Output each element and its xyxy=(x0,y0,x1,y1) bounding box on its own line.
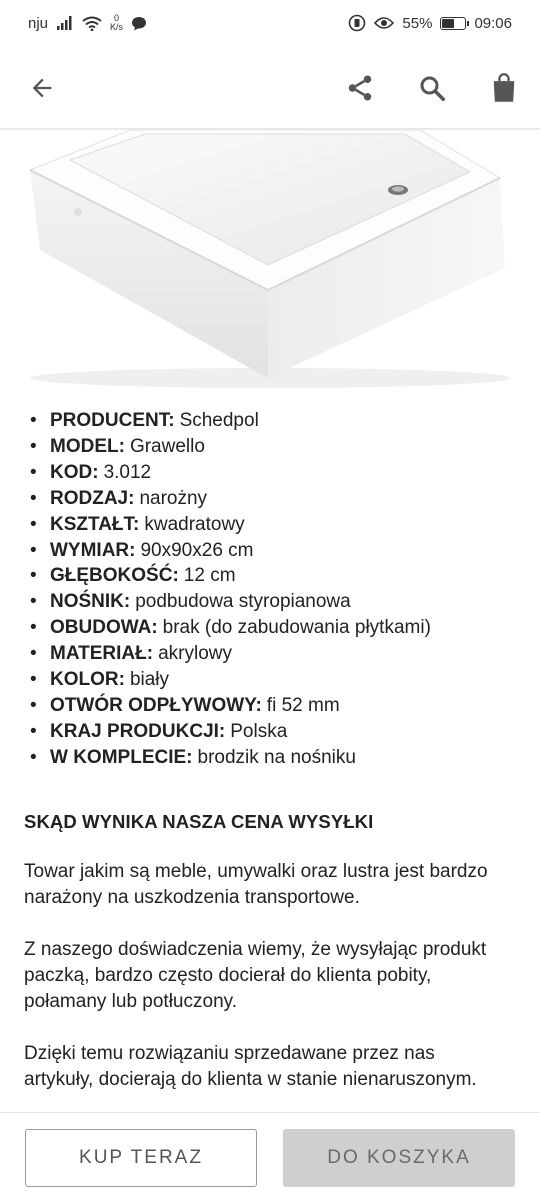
bullet: • xyxy=(30,643,37,665)
bullet: • xyxy=(30,461,37,483)
spec-label: WYMIAR: xyxy=(50,539,136,561)
spec-value: Polska xyxy=(230,720,288,742)
bullet: • xyxy=(30,410,37,431)
spec-label: KOLOR: xyxy=(50,669,125,691)
bullet: • xyxy=(30,669,37,691)
paragraph-2: Z naszego doświadczenia wiemy, że wysyłając produkt paczką, bardzo często docierał do klienta pobity, połamany lub potłuczony. xyxy=(24,938,487,1012)
shopping-bag-icon xyxy=(490,72,518,104)
spec-list xyxy=(0,408,540,771)
bullet: • xyxy=(30,487,37,509)
chat-bubble-icon xyxy=(131,16,147,31)
spec-value: narożny xyxy=(139,487,208,509)
bullet: • xyxy=(30,435,37,457)
bullet: • xyxy=(30,746,37,768)
battery-percent: 55% xyxy=(402,14,433,32)
spec-item xyxy=(30,434,540,460)
spec-item xyxy=(30,641,540,667)
paragraph-3: Dzięki temu rozwiązaniu sprzedawane przez nas artykuły, docierają do klienta w stanie nienaruszonym. xyxy=(24,1042,477,1090)
back-button[interactable] xyxy=(22,68,62,108)
bullet: • xyxy=(30,591,37,613)
spec-value: fi 52 mm xyxy=(266,694,340,716)
spec-label: PRODUCENT: xyxy=(50,410,175,431)
spec-label: MODEL: xyxy=(50,435,125,457)
bullet: • xyxy=(30,617,37,639)
buy-now-button[interactable]: KUP TERAZ xyxy=(25,1129,257,1187)
signal-icon xyxy=(56,16,74,30)
status-bar-right xyxy=(348,14,512,32)
spec-item xyxy=(30,667,540,693)
spec-item xyxy=(30,615,540,641)
spec-label: OBUDOWA: xyxy=(50,617,158,639)
status-bar xyxy=(0,0,540,46)
bullet: • xyxy=(30,694,37,716)
bottom-action-bar xyxy=(0,1112,540,1201)
product-image[interactable] xyxy=(0,130,540,390)
spec-label: MATERIAŁ: xyxy=(50,643,154,665)
spec-label: KRAJ PRODUKCJI: xyxy=(50,720,226,742)
status-bar-left xyxy=(28,14,147,32)
spec-label: KOD: xyxy=(50,461,99,483)
spec-value: 90x90x26 cm xyxy=(140,539,254,561)
section-title: SKĄD WYNIKA NASZA CENA WYSYŁKI xyxy=(24,810,374,832)
spec-value: Schedpol xyxy=(179,410,259,431)
product-description xyxy=(0,408,540,1113)
spec-value: podbudowa styropianowa xyxy=(135,591,351,613)
spec-label: GŁĘBOKOŚĆ: xyxy=(50,565,179,587)
spec-label: NOŚNIK: xyxy=(50,591,131,613)
search-button[interactable] xyxy=(412,68,452,108)
spec-item xyxy=(30,408,540,434)
arrow-left-icon xyxy=(28,74,56,102)
spec-label: OTWÓR ODPŁYWOWY: xyxy=(50,694,262,716)
bullet: • xyxy=(30,565,37,587)
spec-item xyxy=(30,693,540,719)
cart-button[interactable] xyxy=(484,68,524,108)
carrier-name: nju xyxy=(28,14,49,32)
eye-icon xyxy=(374,16,394,30)
spec-item xyxy=(30,486,540,512)
shower-tray-image xyxy=(0,130,540,390)
spec-item xyxy=(30,512,540,538)
spec-item xyxy=(30,460,540,486)
spec-label: KSZTAŁT: xyxy=(50,513,140,535)
spec-item xyxy=(30,563,540,589)
bullet: • xyxy=(30,539,37,561)
battery-icon xyxy=(440,17,466,30)
spec-value: brodzik na nośniku xyxy=(197,746,356,768)
add-to-cart-button[interactable]: DO KOSZYKA xyxy=(283,1129,515,1187)
bullet: • xyxy=(30,513,37,535)
spec-item xyxy=(30,589,540,615)
wifi-icon xyxy=(82,16,102,31)
spec-item xyxy=(30,719,540,745)
bullet: • xyxy=(30,720,37,742)
spec-value: 3.012 xyxy=(103,461,152,483)
vibrate-icon xyxy=(348,14,366,32)
search-icon xyxy=(417,73,447,103)
spec-value: kwadratowy xyxy=(144,513,245,535)
spec-label: RODZAJ: xyxy=(50,487,135,509)
paragraph-1: Towar jakim są meble, umywalki oraz lustra jest bardzo narażony na uszkodzenia transportowe. xyxy=(24,860,488,908)
spec-value: akrylowy xyxy=(158,643,232,665)
spec-value: 12 cm xyxy=(183,565,236,587)
share-icon xyxy=(345,73,375,103)
clock-time: 09:06 xyxy=(474,14,512,32)
spec-value: Grawello xyxy=(129,435,205,457)
spec-label: W KOMPLECIE: xyxy=(50,746,193,768)
battery-fill xyxy=(442,19,454,28)
network-speed: 0 K/s xyxy=(110,13,124,32)
spec-value: brak (do zabudowania płytkami) xyxy=(162,617,431,639)
spec-value: biały xyxy=(129,669,170,691)
spec-item xyxy=(30,538,540,564)
app-bar xyxy=(0,46,540,130)
share-button[interactable] xyxy=(340,68,380,108)
spec-item xyxy=(30,745,540,771)
